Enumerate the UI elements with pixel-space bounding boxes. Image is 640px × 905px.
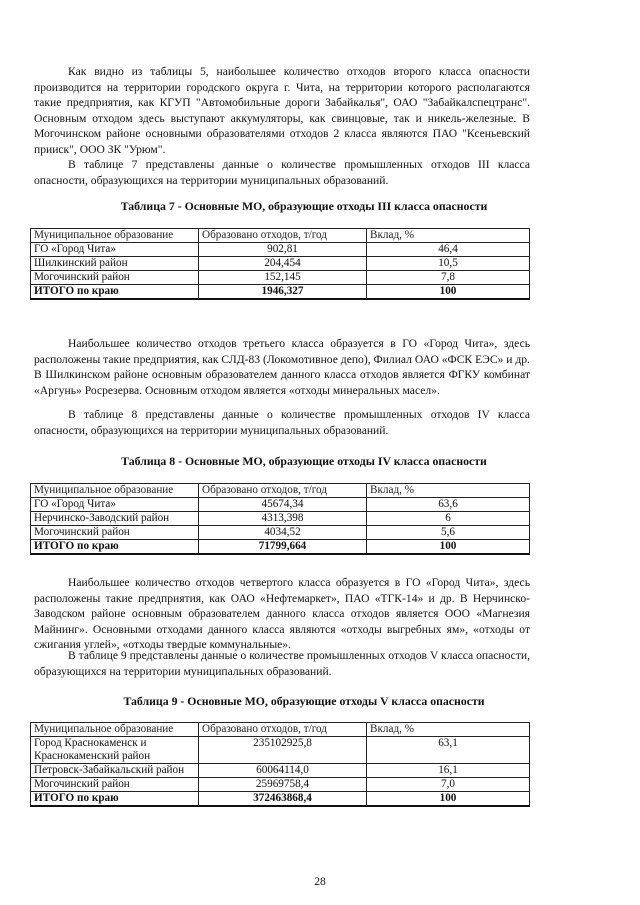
cell-municipality: ГО «Город Чита»: [31, 243, 199, 257]
table-header-row: [31, 484, 530, 498]
cell-amount: 902,81: [199, 243, 367, 257]
table-row: [31, 498, 530, 512]
paragraph-class4-summary: Наибольшее количество отходов четвертого класса образуется в ГО «Город Чита», здесь расположены такие предприятия, как ОАО «Нефтемаркет», ПАО «ТГК-14» и др. В Нерчинско-Заводском районе основным образователем данного класса отходов является ООО «Магнезия Майнинг». Основными отходами данного класса являются «отходы выгребных ям», «отходы от сжигания углей», «отходы твердые коммунальные».: [34, 576, 530, 651]
table7-caption: Таблица 7 - Основные МО, образующие отходы III класса опасности: [120, 199, 488, 213]
page-number: 28: [314, 876, 326, 888]
cell-municipality: Петровск-Забайкальский район: [31, 764, 199, 778]
cell-municipality: Могочинский район: [31, 271, 199, 285]
table-row: [31, 764, 530, 778]
paragraph-table8-intro: В таблице 8 представлены данные о количестве промышленных отходов IV класса опасности, образующихся на территории муниципальных образований.: [34, 408, 530, 437]
header-cell: Образовано отходов, т/год: [199, 229, 367, 243]
table-row: [31, 271, 530, 285]
cell-total-label: ИТОГО по краю: [31, 285, 199, 300]
header-cell: Муниципальное образование: [31, 484, 199, 498]
cell-municipality: Могочинский район: [31, 526, 199, 540]
cell-municipality: ГО «Город Чита»: [31, 498, 199, 512]
cell-municipality: Могочинский район: [31, 778, 199, 792]
cell-amount: 60064114,0: [199, 764, 367, 778]
cell-total-label: ИТОГО по краю: [31, 792, 199, 807]
table8: [30, 483, 530, 555]
table-header-row: [31, 229, 530, 243]
cell-total-amount: 372463868,4: [199, 792, 367, 807]
cell-amount: 45674,34: [199, 498, 367, 512]
cell-share: 7,0: [367, 778, 530, 792]
header-cell: Образовано отходов, т/год: [199, 484, 367, 498]
header-cell: Вклад, %: [367, 229, 530, 243]
table9-caption: Таблица 9 - Основные МО, образующие отходы V класса опасности: [123, 694, 485, 708]
cell-total-label: ИТОГО по краю: [31, 540, 199, 555]
table-header-row: [31, 723, 530, 737]
paragraph-class3-summary: Наибольшее количество отходов третьего класса образуется в ГО «Город Чита», здесь расположены такие предприятия, как СЛД-83 (Локомотивное депо), Филиал ОАО «ФСК ЕЭС» и др. В Шилкинском районе основным образователем данного класса отходов является ФГКУ комбинат «Аргунь» Росрезерва. Основным отходом является «отходы минеральных масел».: [34, 337, 530, 397]
cell-amount: 25969758,4: [199, 778, 367, 792]
cell-amount: 4313,398: [199, 512, 367, 526]
cell-amount: 4034,52: [199, 526, 367, 540]
cell-share: 6: [367, 512, 530, 526]
cell-amount: 204,454: [199, 257, 367, 271]
cell-municipality: Шилкинский район: [31, 257, 199, 271]
table-row: [31, 257, 530, 271]
cell-total-amount: 1946,327: [199, 285, 367, 300]
paragraph-table7-intro: В таблице 7 представлены данные о количестве промышленных отходов III класса опасности, образующихся на территории муниципальных образований.: [34, 158, 530, 187]
cell-share: 46,4: [367, 243, 530, 257]
table-row: [31, 512, 530, 526]
table-total-row: [31, 792, 530, 807]
cell-share: 63,6: [367, 498, 530, 512]
paragraph-table9-intro: В таблице 9 представлены данные о количестве промышленных отходов V класса опасности, образующихся на территории муниципальных образований.: [34, 649, 530, 678]
cell-share: 16,1: [367, 764, 530, 778]
header-cell: Вклад, %: [367, 484, 530, 498]
cell-municipality: Город Краснокаменск и Краснокаменский район: [31, 737, 199, 764]
cell-total-share: 100: [367, 540, 530, 555]
header-cell: Муниципальное образование: [31, 723, 199, 737]
table-total-row: [31, 540, 530, 555]
header-cell: Муниципальное образование: [31, 229, 199, 243]
cell-total-share: 100: [367, 285, 530, 300]
header-cell: Вклад, %: [367, 723, 530, 737]
cell-municipality: Нерчинско-Заводский район: [31, 512, 199, 526]
table9: [30, 722, 530, 807]
cell-share: 10,5: [367, 257, 530, 271]
cell-share: 7,8: [367, 271, 530, 285]
cell-amount: 235102925,8: [199, 737, 367, 764]
table-row: [31, 526, 530, 540]
paragraph-class2-summary: Как видно из таблицы 5, наибольшее количество отходов второго класса опасности производится на территории городского округа г. Чита, на территории которого располагаются такие предприятия, как КГУП "Автомобильные дороги Забайкалья", ОАО "Забайкалспецтранс". Основным отходом здесь выступают аккумуляторы, как свинцовые, так и никель-железные. В Могочинском районе основными образователями отходов 2 класса являются ПАО "Ксеньевский прииск", ООО ЗК "Урюм".: [34, 65, 530, 156]
table-row: [31, 778, 530, 792]
table7: [30, 228, 530, 300]
table-row: [31, 737, 530, 764]
cell-total-share: 100: [367, 792, 530, 807]
cell-share: 5,6: [367, 526, 530, 540]
table8-caption: Таблица 8 - Основные МО, образующие отходы IV класса опасности: [121, 454, 487, 468]
table-total-row: [31, 285, 530, 300]
cell-amount: 152,145: [199, 271, 367, 285]
cell-share: 63,1: [367, 737, 530, 764]
header-cell: Образовано отходов, т/год: [199, 723, 367, 737]
cell-total-amount: 71799,664: [199, 540, 367, 555]
table-row: [31, 243, 530, 257]
